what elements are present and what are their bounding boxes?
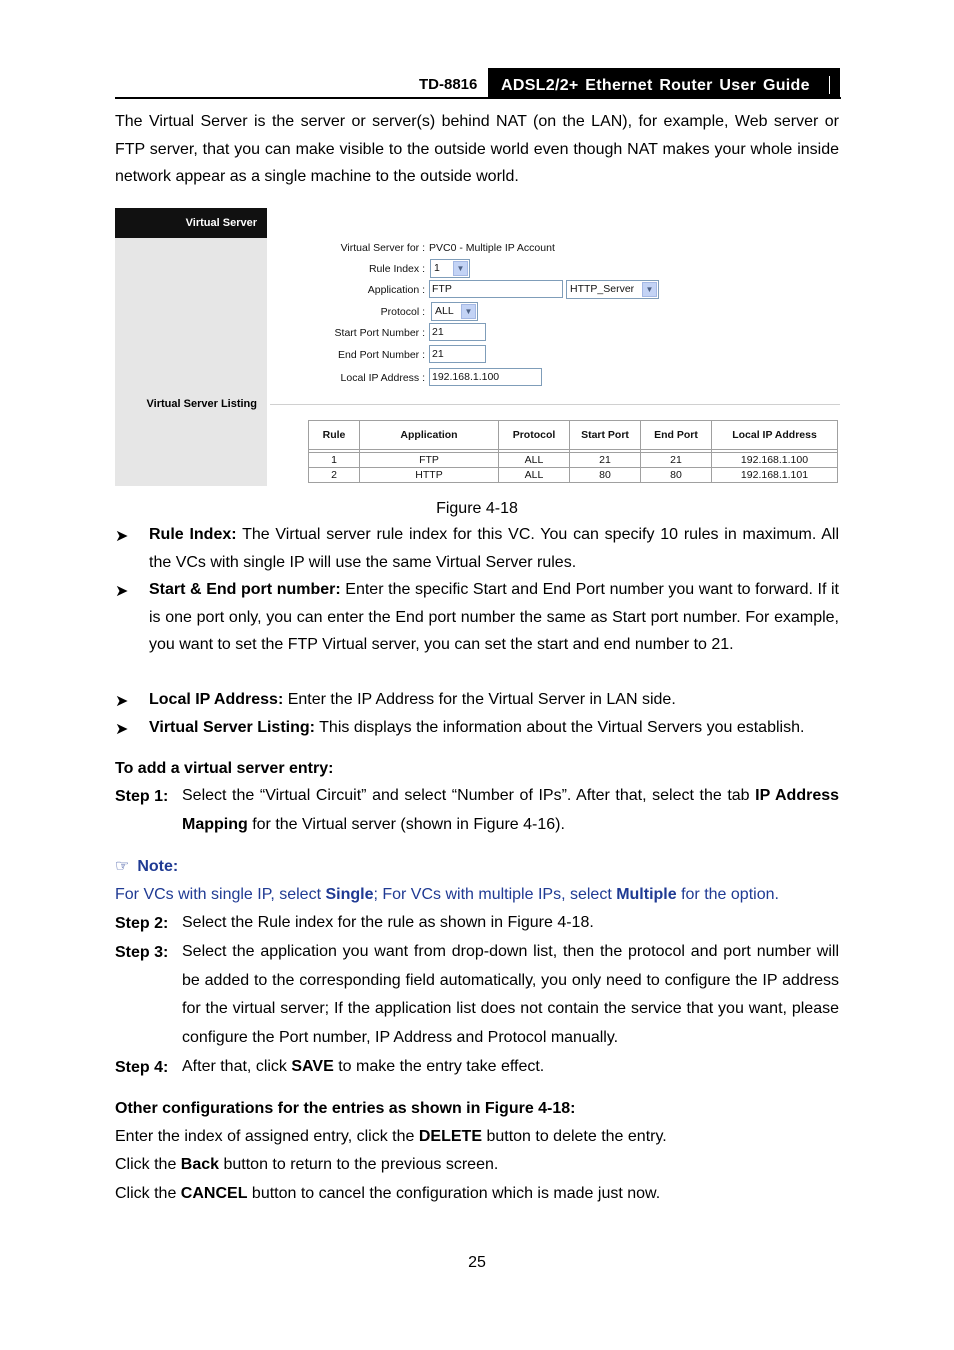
- bullet-term: Rule Index:: [149, 526, 237, 543]
- note-title: Note:: [137, 858, 179, 875]
- bullet-rule-index: [149, 521, 839, 576]
- cell: 192.168.1.101: [712, 468, 838, 483]
- cell: 21: [570, 453, 641, 468]
- bullet-local-ip: [149, 686, 839, 714]
- step-text-part: After that, click: [182, 1058, 292, 1075]
- cell: ALL: [499, 468, 570, 483]
- step4-label: Step 4:: [115, 1059, 169, 1076]
- page-number: 25: [468, 1254, 486, 1271]
- bullet-text: Enter the specific Start and End Port number you want to forward. If it is one port only, you can enter the End port number the same as Start port number. For example, you want to set the FTP Virtual server, you can set the start and end number to 21.: [149, 581, 839, 653]
- step-text-part: to make the entry take effect.: [333, 1058, 545, 1075]
- step4-text: [182, 1053, 839, 1082]
- col-local-ip: Local IP Address: [712, 421, 838, 450]
- bullet-term: Local IP Address:: [149, 691, 284, 708]
- note-part: ; For VCs with multiple IPs, select: [373, 886, 617, 903]
- start-port-label: Start Port Number :: [334, 327, 425, 339]
- chevron-down-icon: ▼: [453, 261, 468, 276]
- table-row: [309, 468, 838, 483]
- bullet-arrow-icon: ➤: [115, 583, 129, 600]
- line-part: Click the: [115, 1185, 181, 1202]
- cell: 21: [641, 453, 712, 468]
- table-header-row: [309, 421, 838, 450]
- line-part: button to delete the entry.: [482, 1128, 667, 1145]
- header-tick: [829, 76, 830, 94]
- chevron-down-icon: ▼: [461, 304, 476, 319]
- note-bold: Single: [325, 886, 374, 903]
- step3-label: Step 3:: [115, 944, 169, 961]
- header-model: TD-8816: [419, 76, 478, 93]
- bullet-arrow-icon: ➤: [115, 528, 129, 545]
- protocol-label: Protocol :: [380, 306, 425, 318]
- step-bold: SAVE: [291, 1058, 334, 1075]
- bullet-term: Virtual Server Listing:: [149, 719, 315, 736]
- bullet-arrow-icon: ➤: [115, 693, 129, 710]
- application-select-value: HTTP_Server: [570, 283, 635, 295]
- vs-for-label: Virtual Server for :: [340, 242, 425, 254]
- other-line-delete: [115, 1128, 667, 1146]
- step1-text: [182, 782, 839, 839]
- line-part: Click the: [115, 1156, 181, 1173]
- pointing-hand-icon: ☞: [115, 858, 130, 875]
- note-part: For VCs with single IP, select: [115, 886, 326, 903]
- bullet-text: This displays the information about the Virtual Servers you establish.: [314, 719, 805, 736]
- step-text-part: Select the “Virtual Circuit” and select “Number of IPs”. After that, select the tab: [182, 787, 756, 804]
- col-application: Application: [360, 421, 499, 450]
- end-port-label: End Port Number :: [338, 349, 425, 361]
- note-part: for the option.: [676, 886, 779, 903]
- protocol-value: ALL: [435, 305, 454, 317]
- application-label: Application :: [367, 284, 425, 296]
- step2-label: Step 2:: [115, 915, 169, 932]
- line-bold: CANCEL: [180, 1185, 248, 1202]
- line-bold: DELETE: [418, 1128, 482, 1145]
- rule-index-value: 1: [434, 262, 440, 274]
- figure-sidebar-title: Virtual Server: [115, 208, 267, 238]
- local-ip-label: Local IP Address :: [340, 372, 425, 384]
- bullet-text: The Virtual server rule index for this VC. You can specify 10 rules in maximum. All the VCs with single IP will use the same Virtual Server rules.: [149, 526, 839, 571]
- col-protocol: Protocol: [499, 421, 570, 450]
- protocol-select[interactable]: [431, 302, 478, 321]
- application-select[interactable]: [566, 280, 659, 299]
- bullet-port-number: [149, 576, 839, 659]
- table-row: [309, 453, 838, 468]
- cell: FTP: [360, 453, 499, 468]
- line-part: Enter the index of assigned entry, click the: [115, 1128, 419, 1145]
- line-part: button to return to the previous screen.: [219, 1156, 499, 1173]
- end-port-input[interactable]: 21: [429, 345, 486, 363]
- application-input[interactable]: FTP: [429, 280, 563, 298]
- rule-index-select[interactable]: [430, 259, 470, 278]
- note-heading: [115, 856, 178, 876]
- bullet-arrow-icon: ➤: [115, 721, 129, 738]
- local-ip-input[interactable]: 192.168.1.100: [429, 368, 542, 386]
- cell: 80: [570, 468, 641, 483]
- intro-paragraph: The Virtual Server is the server or server(s) behind NAT (on the LAN), for example, Web server or FTP server, that you can make visible to the outside world even though NAT makes your whole inside network appear as a single machine to the outside world.: [115, 113, 839, 185]
- cell: 80: [641, 468, 712, 483]
- header-title: ADSL2/2+ Ethernet Router User Guide: [501, 77, 810, 94]
- start-port-input[interactable]: 21: [429, 323, 486, 341]
- rule-index-label: Rule Index :: [368, 263, 425, 275]
- col-rule: Rule: [309, 421, 360, 450]
- step-text-part: for the Virtual server (shown in Figure 4-16).: [247, 815, 565, 833]
- header-rule: [115, 97, 841, 99]
- cell: 1: [309, 453, 360, 468]
- vs-for-value: PVC0 - Multiple IP Account: [429, 242, 555, 254]
- line-part: button to cancel the configuration which is made just now.: [247, 1185, 661, 1202]
- bullet-vs-listing: [149, 714, 839, 742]
- chevron-down-icon: ▼: [642, 282, 657, 297]
- virtual-server-table: [308, 420, 838, 483]
- figure-separator: [270, 404, 840, 405]
- col-start-port: Start Port: [570, 421, 641, 450]
- bullet-term: Start & End port number:: [149, 581, 341, 598]
- bullet-text: Enter the IP Address for the Virtual Server in LAN side.: [283, 691, 676, 708]
- figure-caption: Figure 4-18: [436, 500, 518, 517]
- figure-listing-label: Virtual Server Listing: [146, 398, 257, 410]
- note-bold: Multiple: [616, 886, 677, 903]
- other-line-back: [115, 1156, 498, 1174]
- cell: 192.168.1.100: [712, 453, 838, 468]
- other-line-cancel: [115, 1185, 660, 1203]
- add-entry-heading: To add a virtual server entry:: [115, 760, 334, 777]
- cell: 2: [309, 468, 360, 483]
- cell: HTTP: [360, 468, 499, 483]
- step1-label: Step 1:: [115, 788, 169, 805]
- other-config-heading: Other configurations for the entries as shown in Figure 4-18:: [115, 1100, 576, 1117]
- note-text: [115, 886, 779, 904]
- step-bold: IP Address Mapping: [182, 787, 840, 833]
- col-end-port: End Port: [641, 421, 712, 450]
- step3-text: Select the application you want from drop-down list, then the protocol and port number will be added to the corresponding field automatically, you only need to configure the IP address for the virtual server; If the application list does not contain the service that you want, please configure the Port number, IP Address and Protocol manually.: [182, 943, 839, 1046]
- line-bold: Back: [180, 1156, 220, 1173]
- cell: ALL: [499, 453, 570, 468]
- step2-text: Select the Rule index for the rule as shown in Figure 4-18.: [182, 914, 594, 931]
